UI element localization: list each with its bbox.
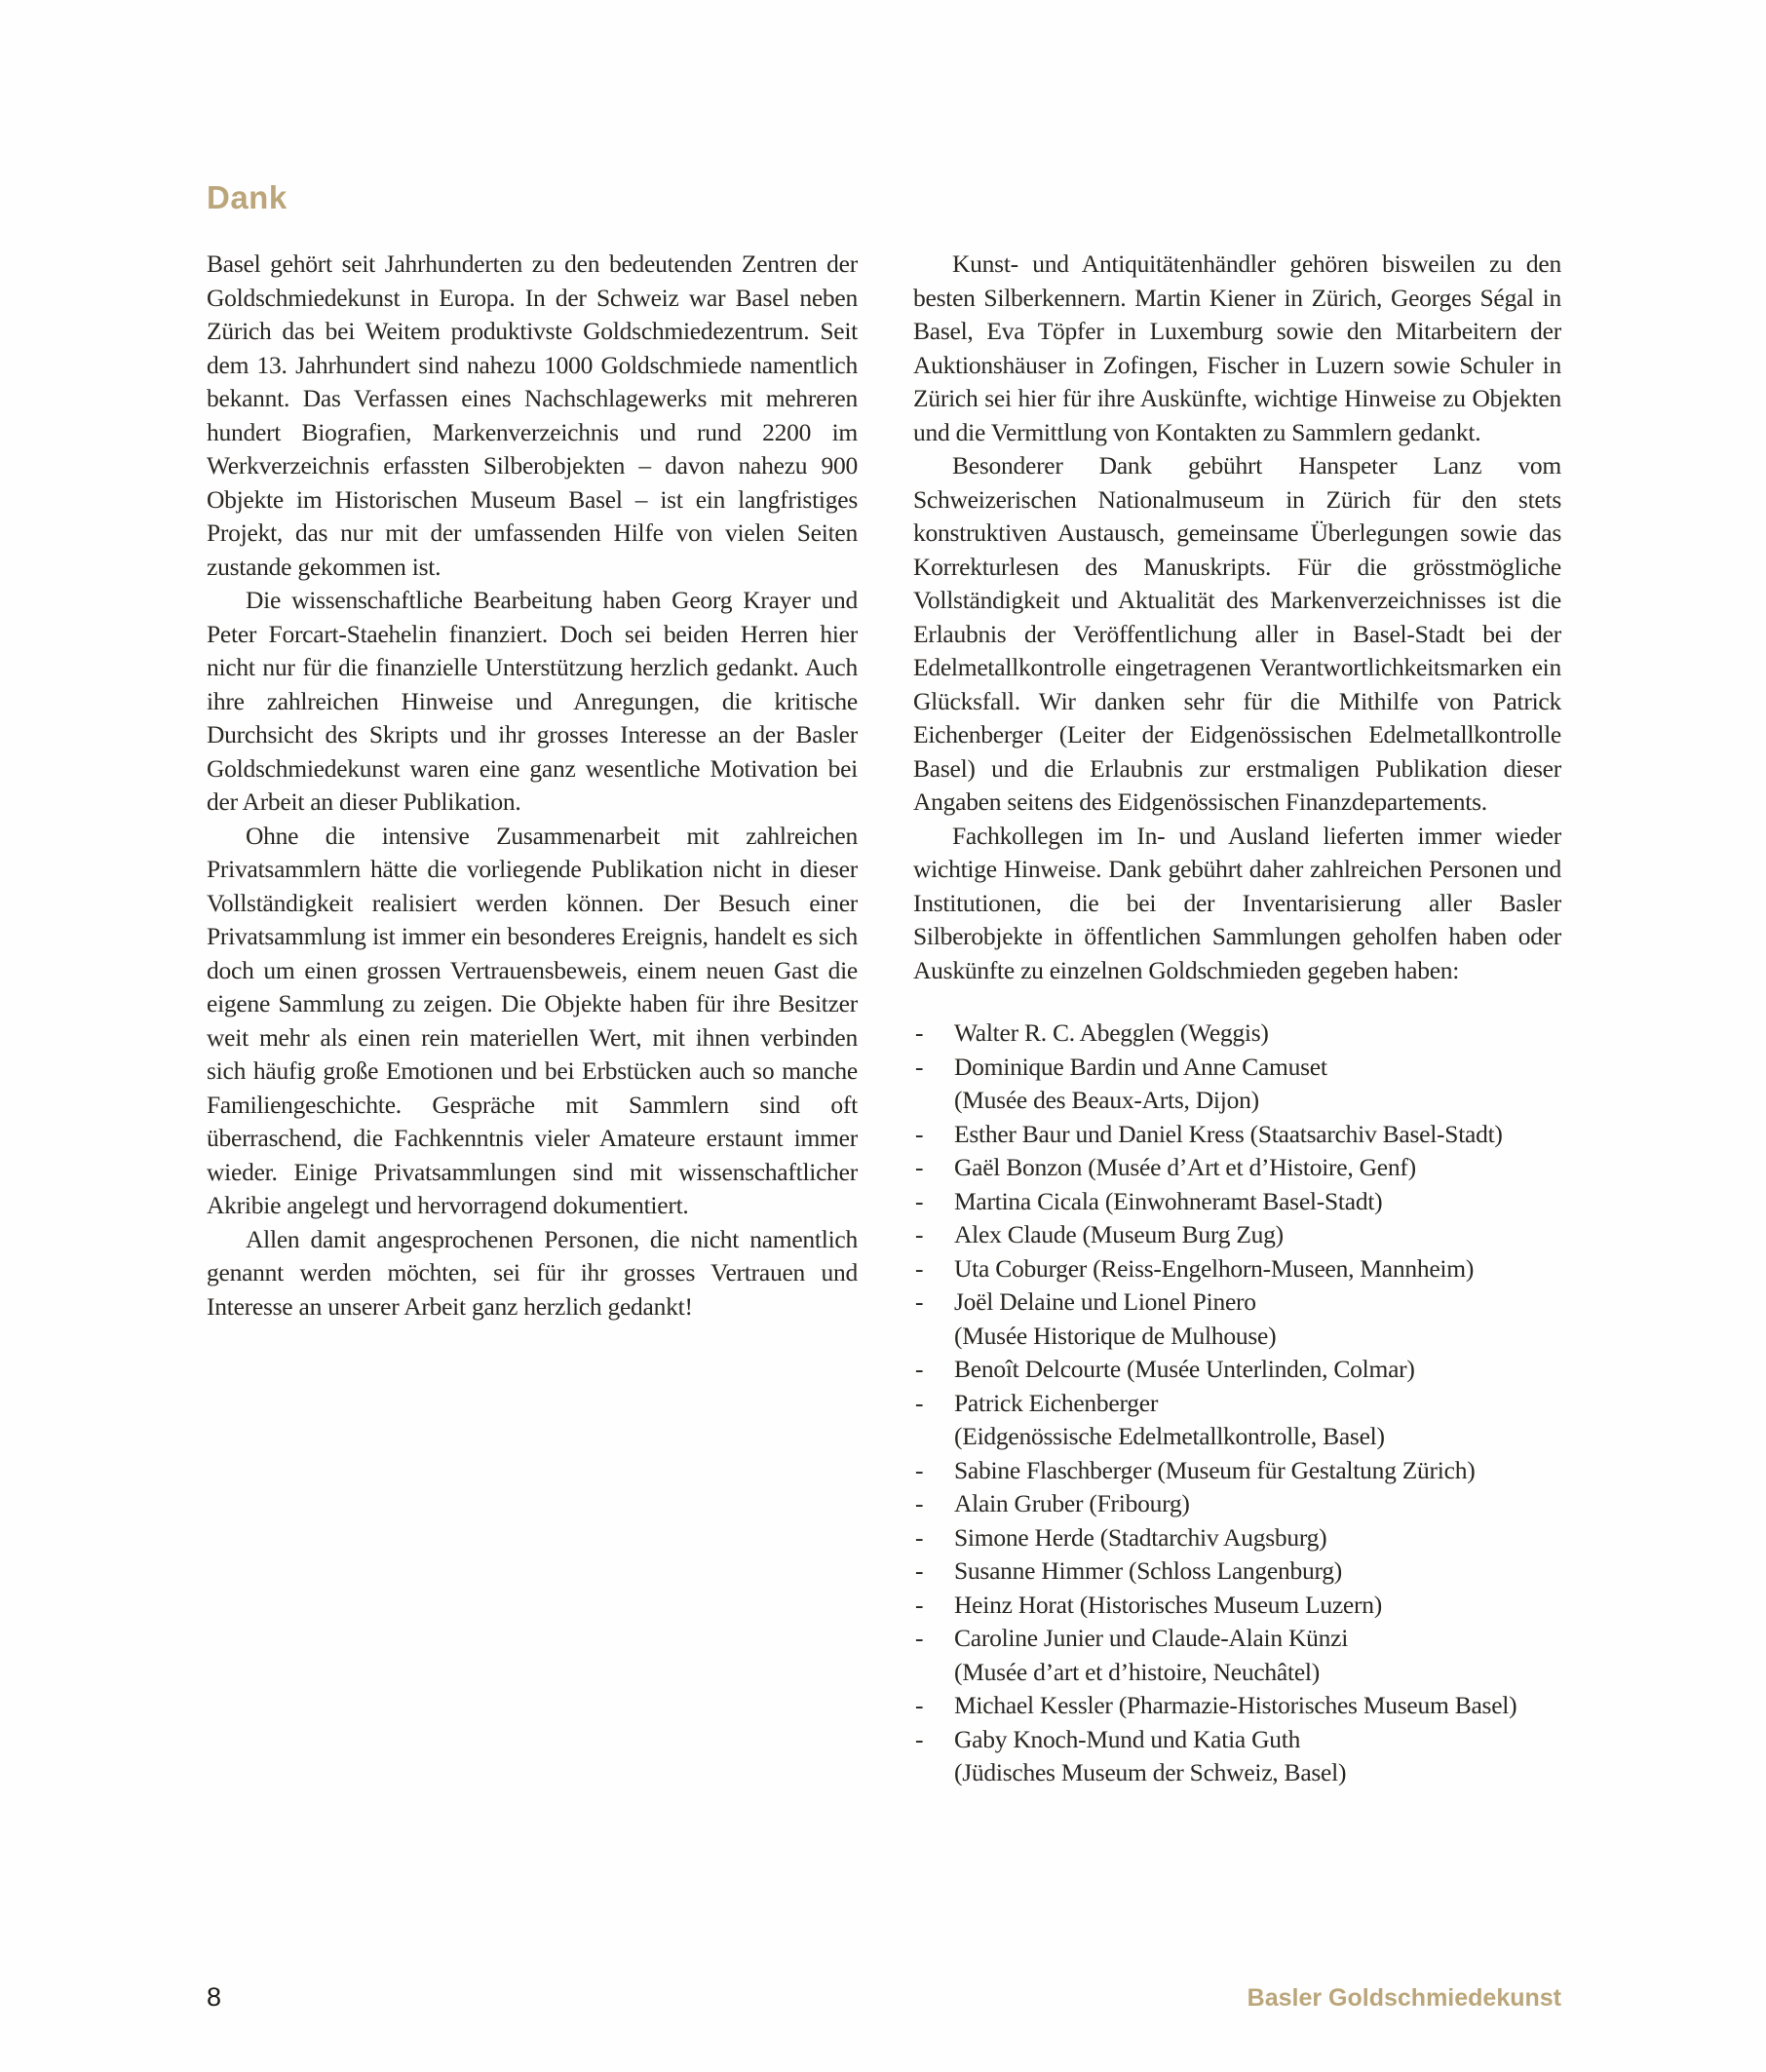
list-item	[913, 1387, 1561, 1454]
list-dash: -	[915, 1455, 924, 1484]
list-dash: -	[915, 1119, 924, 1148]
list-dash: -	[915, 1691, 924, 1719]
list-item-text: Uta Coburger (Reiss-Engelhorn-Museen, Mannheim)	[954, 1253, 1475, 1283]
list-item	[913, 1051, 1561, 1118]
right-column	[913, 248, 1561, 1790]
list-item	[913, 1723, 1561, 1790]
page-number: 8	[207, 1982, 222, 2012]
list-item	[913, 1218, 1561, 1252]
list-item	[913, 1454, 1561, 1488]
page-heading: Dank	[207, 179, 288, 215]
list-item-text: Sabine Flaschberger (Museum für Gestaltung Zürich)	[954, 1455, 1476, 1484]
list-dash: -	[915, 1489, 924, 1517]
list-item-text: Susanne Himmer (Schloss Langenburg)	[954, 1556, 1343, 1585]
paragraph: Besonderer Dank gebührt Hanspeter Lanz vom Schweizerischen Nationalmuseum in Zürich für den stets konstruktiven Austausch, gemeinsame Überlegungen sowie das Korrekturlesen des Manuskripts. Für die grösstmögliche Vollständigkeit und Aktualität des Markenverzeichnisses ist die Erlaubnis der Veröffentlichung aller in Basel-Stadt bei der Edelmetallkontrolle eingetragenen Verantwortlichkeitsmarken ein Glücksfall. Wir danken sehr für die Mithilfe von Patrick Eichenberger (Leiter der Eidgenössischen Edelmetallkontrolle Basel) und die Erlaubnis zur erstmaligen Publikation dieser Angaben seitens des Eidgenössischen Finanzdepartements.	[913, 451, 1561, 816]
list-item-text: Dominique Bardin und Anne Camuset (Musée des Beaux-Arts, Dijon)	[954, 1052, 1327, 1114]
list-item	[913, 1118, 1561, 1152]
list-dash: -	[915, 1624, 924, 1652]
list-dash: -	[915, 1186, 924, 1215]
list-dash: -	[915, 1018, 924, 1047]
running-title: Basler Goldschmiedekunst	[1247, 1984, 1561, 2012]
list-item-text: Benoît Delcourte (Musée Unterlinden, Colmar)	[954, 1355, 1415, 1383]
list-dash: -	[915, 1052, 924, 1081]
list-dash: -	[915, 1388, 924, 1417]
list-item-text: Gaby Knoch-Mund und Katia Guth (Jüdisches Museum der Schweiz, Basel)	[954, 1724, 1347, 1786]
text-columns	[207, 248, 1561, 1790]
list-item-text: Joël Delaine und Lionel Pinero (Musée Historique de Mulhouse)	[954, 1287, 1277, 1350]
paragraph: Kunst- und Antiquitätenhändler gehören bisweilen zu den besten Silberkennern. Martin Kiener in Zürich, Georges Ségal in Basel, Eva Töpfer in Luxemburg sowie den Mitarbeitern der Auktionshäuser in Zofingen, Fischer in Luzern sowie Schuler in Zürich sei hier für ihre Auskünfte, wichtige Hinweise zu Objekten und die Vermittlung von Kontakten zu Sammlern gedankt.	[913, 249, 1561, 446]
list-item-text: Martina Cicala (Einwohneramt Basel-Stadt)	[954, 1186, 1383, 1215]
list-item	[913, 1554, 1561, 1589]
page-footer	[207, 1984, 1561, 2011]
list-dash: -	[915, 1556, 924, 1585]
list-item-text: Alain Gruber (Fribourg)	[954, 1489, 1190, 1517]
list-item-text: Esther Baur und Daniel Kress (Staatsarchiv Basel-Stadt)	[954, 1119, 1503, 1148]
list-item-text: Heinz Horat (Historisches Museum Luzern)	[954, 1590, 1382, 1619]
list-dash: -	[915, 1522, 924, 1552]
list-dash: -	[915, 1253, 924, 1283]
list-dash: -	[915, 1590, 924, 1619]
list-item-text: Walter R. C. Abegglen (Weggis)	[954, 1018, 1269, 1047]
list-dash: -	[915, 1220, 924, 1248]
list-dash: -	[915, 1153, 924, 1181]
list-item	[913, 1487, 1561, 1521]
paragraph: Basel gehört seit Jahrhunderten zu den bedeutenden Zentren der Goldschmiedekunst in Europa. In der Schweiz war Basel neben Zürich das bei Weitem produktivste Goldschmiedezentrum. Seit dem 13. Jahrhundert sind nahezu 1000 Goldschmiede namentlich bekannt. Das Verfassen eines Nachschlagewerks mit mehreren hundert Biografien, Markenverzeichnis und rund 2200 im Werkverzeichnis erfassten Silberobjekten – davon nahezu 900 Objekte im Historischen Museum Basel – ist ein langfristiges Projekt, das nur mit der umfassenden Hilfe von vielen Seiten zustande gekommen ist.	[207, 249, 858, 581]
paragraph: Allen damit angesprochenen Personen, die nicht namentlich genannt werden möchten, sei für ihr grosses Vertrauen und Interesse an unserer Arbeit ganz herzlich gedankt!	[207, 1224, 858, 1321]
paragraph: Fachkollegen im In- und Ausland lieferten immer wieder wichtige Hinweise. Dank gebührt daher zahlreichen Personen und Institutionen, die bei der Inventarisierung aller Basler Silberobjekte in öffentlichen Sammlungen geholfen haben oder Auskünfte zu einzelnen Goldschmieden gegeben haben:	[913, 821, 1561, 984]
acknowledgement-list	[913, 1017, 1561, 1790]
list-item-text: Simone Herde (Stadtarchiv Augsburg)	[954, 1522, 1327, 1552]
list-item-text: Gaël Bonzon (Musée d’Art et d’Histoire, Genf)	[954, 1153, 1416, 1181]
list-item	[913, 1017, 1561, 1051]
list-item	[913, 1689, 1561, 1723]
list-item-text: Patrick Eichenberger (Eidgenössische Edelmetallkontrolle, Basel)	[954, 1388, 1385, 1450]
list-item-text: Alex Claude (Museum Burg Zug)	[954, 1220, 1284, 1248]
list-dash: -	[915, 1724, 924, 1753]
paragraph: Die wissenschaftliche Bearbeitung haben Georg Krayer und Peter Forcart-Staehelin finanziert. Doch sei beiden Herren hier nicht nur für die finanzielle Unterstützung herzlich gedankt. Auch ihre zahlreichen Hinweise und Anregungen, die kritische Durchsicht des Skripts und ihr grosses Interesse an der Basler Goldschmiedekunst waren eine ganz wesentliche Motivation bei der Arbeit an dieser Publikation.	[207, 586, 858, 816]
list-item-text: Michael Kessler (Pharmazie-Historisches Museum Basel)	[954, 1691, 1517, 1719]
list-item	[913, 1185, 1561, 1219]
right-column-paragraphs	[913, 248, 1561, 987]
list-item	[913, 1622, 1561, 1689]
list-item	[913, 1353, 1561, 1387]
left-column	[207, 248, 858, 1790]
list-item	[913, 1521, 1561, 1555]
paragraph: Ohne die intensive Zusammenarbeit mit zahlreichen Privatsammlern hätte die vorliegende Publikation nicht in dieser Vollständigkeit realisiert werden können. Der Besuch einer Privatsammlung ist immer ein besonderes Ereignis, handelt es sich doch um einen grossen Vertrauensbeweis, einem neuen Gast die eigene Sammlung zu zeigen. Die Objekte haben für ihre Besitzer weit mehr als einen rein materiellen Wert, mit ihnen verbinden sich häufig große Emotionen und bei Erbstücken auch so manche Familiengeschichte. Gespräche mit Sammlern sind oft überraschend, die Fachkenntnis vieler Amateure erstaunt immer wieder. Einige Privatsammlungen sind mit wissenschaftlicher Akribie angelegt und hervorragend dokumentiert.	[207, 821, 858, 1219]
list-item-text: Caroline Junier und Claude-Alain Künzi (Musée d’art et d’histoire, Neuchâtel)	[954, 1624, 1349, 1686]
list-item	[913, 1252, 1561, 1286]
list-dash: -	[915, 1287, 924, 1316]
list-item	[913, 1589, 1561, 1623]
list-dash: -	[915, 1355, 924, 1383]
list-item	[913, 1285, 1561, 1353]
list-item	[913, 1151, 1561, 1185]
